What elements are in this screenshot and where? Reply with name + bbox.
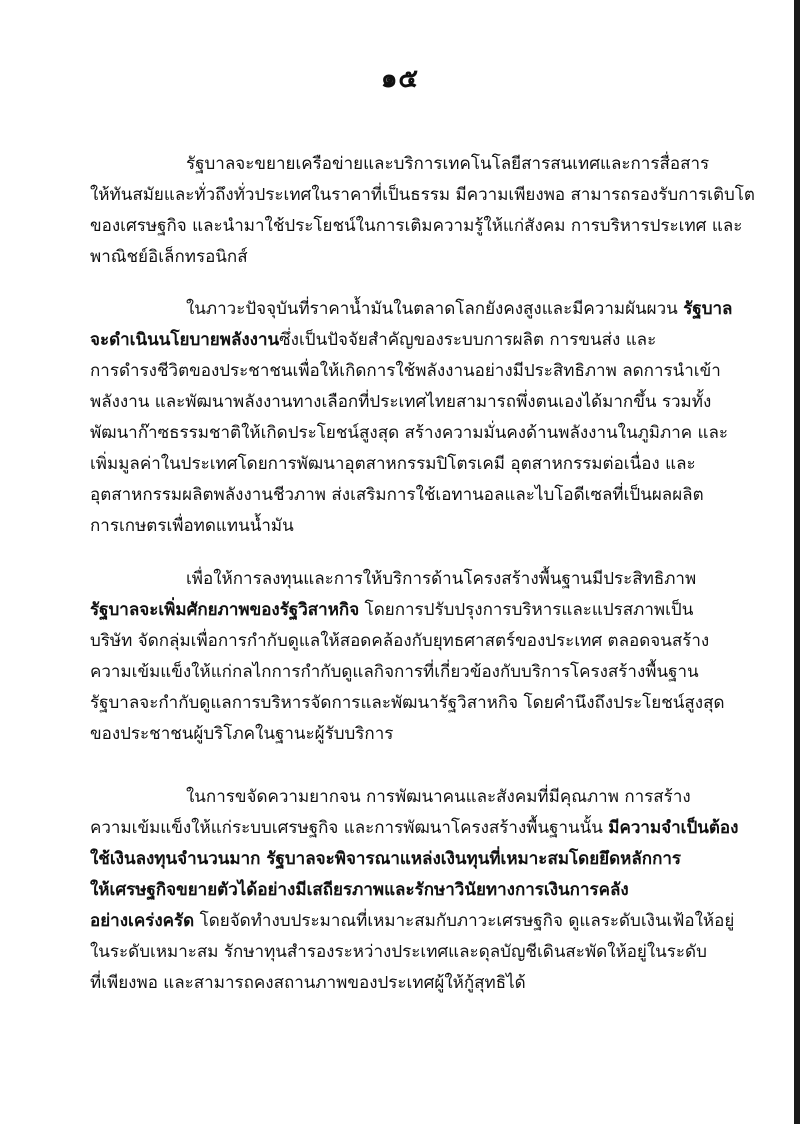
text-line [90, 844, 706, 875]
text-line [90, 418, 729, 449]
text-line [90, 875, 706, 906]
text-span: การดำรงชีวิตของประชาชนเพื่อให้เกิดการใช้พลังงานอย่างมีประสิทธิภาพ ลดการนำเข้า [90, 361, 721, 381]
text-line [90, 180, 755, 211]
bold-text-span: รัฐบาล [683, 299, 733, 319]
text-span: รัฐบาลจะขยายเครือข่ายและบริการเทคโนโลยีสารสนเทศและการสื่อสาร [186, 154, 710, 174]
scan-edge [794, 0, 800, 1124]
text-line [90, 325, 706, 356]
text-span: บริษัท จัดกลุ่มเพื่อการกำกับดูแลให้สอดคล้องกับยุทธศาสตร์ของประเทศ ตลอดจนสร้าง [90, 631, 710, 651]
text-span: ของประชาชนผู้บริโภคในฐานะผู้รับบริการ [90, 724, 394, 744]
text-span: เพื่อให้การลงทุนและการให้บริการด้านโครงสร้างพื้นฐานมีประสิทธิภาพ [186, 569, 697, 589]
paragraph-fiscal [90, 782, 739, 999]
text-span: ซึ่งเป็นปัจจัยสำคัญของระบบการผลิต การขนส่ง และ [279, 330, 657, 350]
paragraph-energy [90, 294, 733, 542]
text-line [90, 564, 706, 595]
text-line [90, 480, 706, 511]
text-span: ในระดับเหมาะสม รักษาทุนสำรองระหว่างประเทศและดุลบัญชีเดินสะพัดให้อยู่ในระดับ [90, 942, 707, 962]
text-line [90, 782, 706, 813]
bold-text-span: จะดำเนินนโยบายพลังงาน [90, 330, 280, 350]
text-span: ให้ทันสมัยและทั่วถึงทั่วประเทศในราคาที่เป็นธรรม มีความเพียงพอ สามารถรองรับการเติบโต [90, 185, 755, 205]
page-number: ๑๕ [380, 64, 420, 94]
text-line [90, 387, 712, 418]
text-line [90, 719, 706, 750]
text-span: เพิ่มมูลค่าในประเทศโดยการพัฒนาอุตสาหกรรมปิโตรเคมี อุตสาหกรรมต่อเนื่อง และ [90, 454, 696, 474]
text-line [90, 688, 725, 719]
text-line [90, 449, 706, 480]
text-span: รัฐบาลจะกำกับดูแลการบริหารจัดการและพัฒนารัฐวิสาหกิจ โดยคำนึงถึงประโยชน์สูงสุด [90, 693, 725, 713]
text-line [90, 356, 721, 387]
text-span: ในการขจัดความยากจน การพัฒนาคนและสังคมที่มีคุณภาพ การสร้าง [186, 787, 691, 807]
bold-text-span: ให้เศรษฐกิจขยายตัวได้อย่างมีเสถียรภาพและรักษาวินัยทางการเงินการคลัง [90, 880, 629, 900]
text-line [90, 968, 706, 999]
bold-text-span: อย่างเคร่งครัด [90, 911, 195, 931]
text-line [90, 813, 739, 844]
text-line [90, 657, 706, 688]
text-span: ที่เพียงพอ และสามารถคงสถานภาพของประเทศผู้ให้กู้สุทธิได้ [90, 973, 526, 993]
text-line [90, 937, 706, 968]
paragraph-state-enterprise [90, 564, 725, 750]
text-line [90, 242, 706, 273]
text-line [90, 294, 733, 325]
text-span: ในภาวะปัจจุบันที่ราคาน้ำมันในตลาดโลกยังคงสูงและมีความผันผวน [186, 299, 684, 319]
text-line [90, 626, 710, 657]
bold-text-span: ใช้เงินลงทุนจำนวนมาก รัฐบาลจะพิจารณาแหล่งเงินทุนที่เหมาะสมโดยยึดหลักการ [90, 849, 682, 869]
bold-text-span: มีความจำเป็นต้อง [608, 818, 739, 838]
paragraph-ict [90, 149, 755, 273]
text-span: พัฒนาก๊าซธรรมชาติให้เกิดประโยชน์สูงสุด สร้างความมั่นคงด้านพลังงานในภูมิภาค และ [90, 423, 729, 443]
text-span: โดยการปรับปรุงการบริหารและแปรสภาพเป็น [359, 600, 694, 620]
text-line [90, 906, 735, 937]
text-line [90, 595, 706, 626]
text-span: ความเข้มแข็งให้แก่ระบบเศรษฐกิจ และการพัฒนาโครงสร้างพื้นฐานนั้น [90, 818, 609, 838]
text-span: การเกษตรเพื่อทดแทนน้ำมัน [90, 516, 294, 536]
text-line [90, 149, 710, 180]
text-line [90, 211, 743, 242]
bold-text-span: รัฐบาลจะเพิ่มศักยภาพของรัฐวิสาหกิจ [90, 600, 360, 620]
text-span: พลังงาน และพัฒนาพลังงานทางเลือกที่ประเทศไทยสามารถพึ่งตนเองได้มากขึ้น รวมทั้ง [90, 392, 712, 412]
text-span: ของเศรษฐกิจ และนำมาใช้ประโยชน์ในการเติมความรู้ให้แก่สังคม การบริหารประเทศ และ [90, 216, 743, 236]
text-span: พาณิชย์อิเล็กทรอนิกส์ [90, 247, 248, 267]
text-line [90, 511, 706, 542]
text-span: ความเข้มแข็งให้แก่กลไกการกำกับดูแลกิจการที่เกี่ยวข้องกับบริการโครงสร้างพื้นฐาน [90, 662, 699, 682]
text-span: โดยจัดทำงบประมาณที่เหมาะสมกับภาวะเศรษฐกิจ ดูแลระดับเงินเฟ้อให้อยู่ [194, 911, 735, 931]
text-span: อุตสาหกรรมผลิตพลังงานชีวภาพ ส่งเสริมการใช้เอทานอลและไบโอดีเซลที่เป็นผลผลิต [90, 485, 704, 505]
